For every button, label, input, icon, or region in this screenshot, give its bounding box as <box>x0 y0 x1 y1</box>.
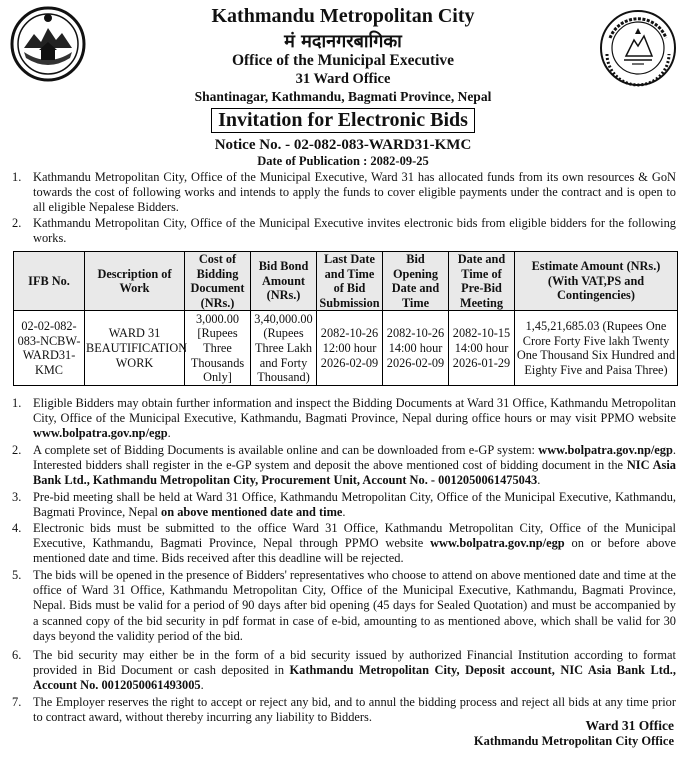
publication-date: Date of Publication : 2082-09-25 <box>257 154 429 168</box>
cell-bid-bond: 3,40,000.00 (Rupees Three Lakh and Forty Thousand) <box>251 311 317 386</box>
col-cost-document: Cost of Bidding Document (NRs.) <box>185 252 251 311</box>
egp-link[interactable]: www.bolpatra.gov.np/egp <box>430 536 565 551</box>
egp-link[interactable]: www.bolpatra.gov.np/egp <box>33 426 168 441</box>
cell-estimate: 1,45,21,685.03 (Rupees One Crore Forty Five lakh Twenty One Thousand Six Hundred and Eighty Five and Paisa Three) <box>515 311 678 386</box>
col-description: Description of Work <box>85 252 185 311</box>
term-text <box>33 490 676 520</box>
term-text-part: The bid security may either be in the form of a bid security issued by authorized Financial Institution according to format provided in Bid Document or cash deposited in <box>33 648 676 678</box>
table-row <box>14 311 678 386</box>
cell-prebid: 2082-10-15 14:00 hour 2026-01-29 <box>449 311 515 386</box>
term-text-part: . Interested bidders shall register in the e-GP system and deposit the above mentioned cost of bidding document in the <box>33 443 676 473</box>
term-text-part: . <box>537 473 541 488</box>
term-text-part: Pre-bid meeting shall be held at Ward 31 Office, Kathmandu Metropolitan City, Office of the Municipal Executive, Kathmandu, Bagmati Province, Nepal <box>33 490 676 520</box>
cell-submission: 2082-10-26 12:00 hour 2026-02-09 <box>317 311 383 386</box>
col-bid-bond: Bid Bond Amount (NRs.) <box>251 252 317 311</box>
term-text-part: . <box>342 505 346 520</box>
term-3 <box>12 490 676 520</box>
office-title: Office of the Municipal Executive <box>231 52 455 69</box>
intro-number: 1. <box>12 170 22 184</box>
term-text <box>33 396 676 442</box>
col-ifb-no: IFB No. <box>14 252 85 311</box>
notice-number: Notice No. - 02-082-083-WARD31-KMC <box>214 137 472 153</box>
term-6 <box>12 648 676 694</box>
col-opening: Bid Opening Date and Time <box>383 252 449 311</box>
term-text-part: Eligible Bidders may obtain further information and inspect the Bidding Documents at Ward 31 Office, Kathmandu Metropolitan City, Office of the Municipal Executive, Kathmandu, Bagmati Province, Nepal during office hours or may visit PPMO website <box>33 396 676 426</box>
term-text-part: . <box>167 426 171 441</box>
term-text-part: Electronic bids must be submitted to the office Ward 31 Office, Kathmandu Metropolitan City, Office of the Municipal Executive, Kathmandu, Bagmati Province, Nepal through PPMO website <box>33 521 676 551</box>
term-text: The Employer reserves the right to accept or reject any bid, and to annul the bidding process and reject all bids at any time prior to contract award, without thereby incurring any liability to Bidders. <box>33 695 676 725</box>
term-text <box>33 443 676 489</box>
term-number: 6. <box>12 648 22 662</box>
city-title: Kathmandu Metropolitan City <box>211 5 475 27</box>
term-number: 4. <box>12 521 22 535</box>
term-text: The bids will be opened in the presence of Bidders' representatives who choose to attend on above mentioned date and time at the office of Ward 31 Office, Kathmandu Metropolitan City, Office of the Municipal Executive, Kathmandu, Bagmati Province, Nepal. Bids must be valid for a period of 90 days after bid opening (45 days for Sealed Quotation) and must be accompanied by a scanned copy of the bid security in pdf format in case of e-bid, amounting to as mentioned above, which shall be valid for 30 days beyond the validity period of the bid. <box>33 568 676 643</box>
intro-text: Kathmandu Metropolitan City, Office of the Municipal Executive, Ward 31 has allocated funds from its own resources & GoN towards the cost of following works and intends to apply the funds to cover eligible payments under the contract and is open to all eligible Nepalese Bidders. <box>33 170 676 215</box>
intro-paragraph-2 <box>12 216 676 246</box>
cell-description: WARD 31 BEAUTIFICATION WORK <box>85 311 185 386</box>
intro-text: Kathmandu Metropolitan City, Office of the Municipal Executive invites electronic bids from eligible bidders for the following works. <box>33 216 676 246</box>
term-2 <box>12 443 676 489</box>
invitation-banner: Invitation for Electronic Bids <box>211 108 475 133</box>
deposit-account-text: Kathmandu Metropolitan City, Deposit account, NIC Asia Bank Ltd., Account No. 0012050061493005 <box>33 663 676 693</box>
signature-ward-office: Ward 31 Office <box>585 718 674 733</box>
col-prebid: Date and Time of Pre-Bid Meeting <box>449 252 515 311</box>
col-submission: Last Date and Time of Bid Submission <box>317 252 383 311</box>
egp-link[interactable]: www.bolpatra.gov.np/egp <box>538 443 673 457</box>
term-text-part: A complete set of Bidding Documents is available online and can be downloaded from e-GP system: <box>33 443 539 457</box>
col-estimate: Estimate Amount (NRs.) (With VAT,PS and Contingencies) <box>515 252 678 311</box>
table-header-row <box>14 252 678 311</box>
bank-account-text: NIC Asia Bank Ltd., Kathmandu Metropolitan City, Procurement Unit, Account No. - 0012050061475043 <box>33 458 677 488</box>
address-line: Shantinagar, Kathmandu, Bagmati Province, Nepal <box>194 89 492 104</box>
term-text-part: . <box>200 678 204 693</box>
term-text <box>33 521 676 567</box>
term-number: 7. <box>12 695 22 709</box>
term-number: 3. <box>12 490 22 504</box>
term-7 <box>12 695 676 725</box>
signature-kmc-office: Kathmandu Metropolitan City Office <box>473 734 674 748</box>
term-1 <box>12 396 676 442</box>
cell-cost-document: 3,000.00 [Rupees Three Thousands Only] <box>185 311 251 386</box>
term-4 <box>12 521 676 567</box>
ward-office-title: 31 Ward Office <box>295 71 391 87</box>
term-text-part: on or before above mentioned date and time. Bids received after this deadline will be rejected. <box>33 536 676 566</box>
cell-opening: 2082-10-26 14:00 hour 2026-02-09 <box>383 311 449 386</box>
term-5 <box>12 568 676 644</box>
term-number: 2. <box>12 443 22 457</box>
motto-text: मं मदानगरबागिका <box>284 31 402 52</box>
term-number: 1. <box>12 396 22 410</box>
term-text <box>33 648 676 694</box>
term-number: 5. <box>12 568 22 582</box>
intro-number: 2. <box>12 216 22 230</box>
cell-ifb-no: 02-02-082-083-NCBW-WARD31-KMC <box>14 311 85 386</box>
intro-paragraph-1 <box>12 170 676 216</box>
emphasis-text: on above mentioned date and time <box>161 505 343 520</box>
bids-table <box>13 251 678 386</box>
